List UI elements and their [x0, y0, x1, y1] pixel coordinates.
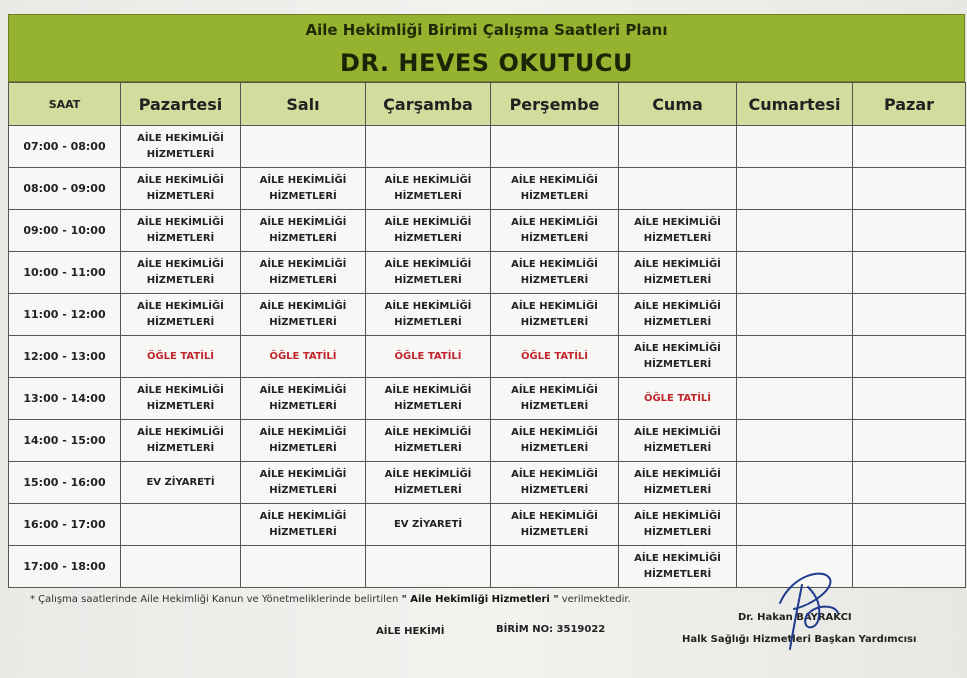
activity-label: AİLE HEKİMLİĞİ HİZMETLERİ [634, 300, 721, 328]
activity-label: AİLE HEKİMLİĞİ HİZMETLERİ [137, 258, 224, 286]
day-header: Perşembe [491, 83, 619, 126]
schedule-cell [737, 420, 853, 462]
schedule-cell [737, 210, 853, 252]
schedule-cell [241, 504, 366, 546]
schedule-cell [491, 252, 619, 294]
activity-label: AİLE HEKİMLİĞİ HİZMETLERİ [259, 468, 347, 496]
schedule-cell [366, 504, 491, 546]
schedule-cell [737, 378, 853, 420]
activity-label: AİLE HEKİMLİĞİ HİZMETLERİ [137, 426, 224, 454]
footnote-prefix: * Çalışma saatlerinde Aile Hekimliği Kanun ve Yönetmeliklerinde belirtilen [30, 594, 399, 605]
activity-label: AİLE HEKİMLİĞİ HİZMETLERİ [634, 426, 721, 454]
activity-label: AİLE HEKİMLİĞİ HİZMETLERİ [259, 216, 347, 244]
activity-label: AİLE HEKİMLİĞİ HİZMETLERİ [384, 300, 472, 328]
activity-label: AİLE HEKİMLİĞİ HİZMETLERİ [511, 174, 598, 202]
activity-label: AİLE HEKİMLİĞİ HİZMETLERİ [511, 510, 598, 538]
activity-label: AİLE HEKİMLİĞİ HİZMETLERİ [511, 300, 598, 328]
time-column-header: SAAT [9, 83, 121, 126]
schedule-cell [853, 504, 966, 546]
activity-label: AİLE HEKİMLİĞİ HİZMETLERİ [137, 300, 224, 328]
activity-label: AİLE HEKİMLİĞİ HİZMETLERİ [384, 174, 472, 202]
schedule-cell [737, 462, 853, 504]
activity-label: AİLE HEKİMLİĞİ HİZMETLERİ [634, 552, 721, 580]
schedule-cell [737, 294, 853, 336]
day-header: Cuma [619, 83, 737, 126]
schedule-cell [619, 168, 737, 210]
activity-label: AİLE HEKİMLİĞİ HİZMETLERİ [259, 258, 347, 286]
day-header: Pazartesi [121, 83, 241, 126]
schedule-row [9, 336, 966, 378]
activity-label: ÖĞLE TATİLİ [520, 350, 589, 362]
activity-label: AİLE HEKİMLİĞİ HİZMETLERİ [511, 468, 598, 496]
schedule-cell [121, 378, 241, 420]
schedule-cell [853, 252, 966, 294]
schedule-cell [366, 546, 491, 588]
schedule-row [9, 504, 966, 546]
schedule-row [9, 126, 966, 168]
schedule-row [9, 168, 966, 210]
day-header: Cumartesi [737, 83, 853, 126]
activity-label: AİLE HEKİMLİĞİ HİZMETLERİ [137, 132, 224, 160]
footnote-suffix: verilmektedir. [561, 594, 631, 605]
time-slot: 13:00 - 14:00 [9, 378, 121, 420]
schedule-cell [241, 210, 366, 252]
activity-label: AİLE HEKİMLİĞİ HİZMETLERİ [634, 216, 721, 244]
activity-label: AİLE HEKİMLİĞİ HİZMETLERİ [384, 216, 472, 244]
signer-title: Halk Sağlığı Hizmetleri Başkan Yardımcısı [682, 634, 917, 645]
schedule-cell [366, 378, 491, 420]
schedule-cell [366, 210, 491, 252]
schedule-cell [366, 336, 491, 378]
family-doctor-label: AİLE HEKİMİ [376, 626, 445, 637]
activity-label: AİLE HEKİMLİĞİ HİZMETLERİ [634, 510, 721, 538]
schedule-cell [853, 336, 966, 378]
schedule-row [9, 420, 966, 462]
schedule-cell [619, 378, 737, 420]
activity-label: ÖĞLE TATİLİ [146, 350, 215, 362]
activity-label: EV ZİYARETİ [393, 518, 463, 530]
schedule-cell [241, 546, 366, 588]
schedule-cell [737, 504, 853, 546]
unit-number: BİRİM NO: 3519022 [496, 624, 606, 635]
schedule-cell [366, 294, 491, 336]
day-header: Salı [241, 83, 366, 126]
time-slot: 15:00 - 16:00 [9, 462, 121, 504]
time-slot: 11:00 - 12:00 [9, 294, 121, 336]
footnote [30, 594, 631, 605]
time-slot: 17:00 - 18:00 [9, 546, 121, 588]
schedule-cell [619, 252, 737, 294]
doctor-name: DR. HEVES OKUTUCU [340, 49, 633, 77]
schedule-cell [853, 420, 966, 462]
schedule-cell [619, 294, 737, 336]
schedule-cell [491, 378, 619, 420]
schedule-cell [853, 378, 966, 420]
schedule-cell [737, 168, 853, 210]
time-slot: 14:00 - 15:00 [9, 420, 121, 462]
schedule-row [9, 294, 966, 336]
schedule-row [9, 210, 966, 252]
activity-label: AİLE HEKİMLİĞİ HİZMETLERİ [384, 384, 472, 412]
activity-label: AİLE HEKİMLİĞİ HİZMETLERİ [634, 468, 721, 496]
schedule-cell [619, 504, 737, 546]
schedule-cell [491, 126, 619, 168]
footnote-highlight: " Aile Hekimliği Hizmetleri " [401, 594, 559, 605]
activity-label: ÖĞLE TATİLİ [643, 392, 712, 404]
schedule-cell [241, 168, 366, 210]
activity-label: AİLE HEKİMLİĞİ HİZMETLERİ [259, 174, 347, 202]
schedule-cell [241, 378, 366, 420]
schedule-cell [121, 546, 241, 588]
schedule-cell [121, 420, 241, 462]
schedule-cell [121, 462, 241, 504]
schedule-cell [366, 126, 491, 168]
schedule-cell [121, 168, 241, 210]
schedule-cell [366, 462, 491, 504]
schedule-cell [853, 126, 966, 168]
schedule-cell [619, 126, 737, 168]
signer-name: Dr. Hakan BAYRAKCI [738, 612, 852, 623]
schedule-cell [853, 168, 966, 210]
activity-label: ÖĞLE TATİLİ [394, 350, 462, 362]
activity-label: AİLE HEKİMLİĞİ HİZMETLERİ [137, 384, 224, 412]
activity-label: ÖĞLE TATİLİ [269, 350, 337, 362]
schedule-cell [121, 336, 241, 378]
schedule-cell [366, 252, 491, 294]
time-slot: 16:00 - 17:00 [9, 504, 121, 546]
schedule-cell [121, 126, 241, 168]
schedule-cell [853, 210, 966, 252]
activity-label: AİLE HEKİMLİĞİ HİZMETLERİ [384, 426, 472, 454]
schedule-cell [121, 294, 241, 336]
activity-label: AİLE HEKİMLİĞİ HİZMETLERİ [634, 342, 721, 370]
activity-label: AİLE HEKİMLİĞİ HİZMETLERİ [384, 258, 472, 286]
schedule-cell [121, 504, 241, 546]
time-slot: 12:00 - 13:00 [9, 336, 121, 378]
activity-label: AİLE HEKİMLİĞİ HİZMETLERİ [259, 426, 347, 454]
activity-label: AİLE HEKİMLİĞİ HİZMETLERİ [259, 384, 347, 412]
day-header: Çarşamba [366, 83, 491, 126]
schedule-cell [491, 336, 619, 378]
schedule-cell [491, 420, 619, 462]
activity-label: AİLE HEKİMLİĞİ HİZMETLERİ [259, 510, 347, 538]
schedule-cell [619, 462, 737, 504]
schedule-cell [619, 336, 737, 378]
time-slot: 09:00 - 10:00 [9, 210, 121, 252]
time-slot: 10:00 - 11:00 [9, 252, 121, 294]
activity-label: AİLE HEKİMLİĞİ HİZMETLERİ [634, 258, 721, 286]
activity-label: AİLE HEKİMLİĞİ HİZMETLERİ [259, 300, 347, 328]
activity-label: AİLE HEKİMLİĞİ HİZMETLERİ [511, 384, 598, 412]
schedule-row [9, 252, 966, 294]
schedule-cell [366, 420, 491, 462]
title-banner [8, 14, 965, 82]
activity-label: AİLE HEKİMLİĞİ HİZMETLERİ [137, 174, 224, 202]
schedule-cell [737, 336, 853, 378]
activity-label: AİLE HEKİMLİĞİ HİZMETLERİ [511, 258, 598, 286]
activity-label: AİLE HEKİMLİĞİ HİZMETLERİ [137, 216, 224, 244]
activity-label: AİLE HEKİMLİĞİ HİZMETLERİ [384, 468, 472, 496]
activity-label: AİLE HEKİMLİĞİ HİZMETLERİ [511, 426, 598, 454]
schedule-cell [853, 294, 966, 336]
plan-subtitle: Aile Hekimliği Birimi Çalışma Saatleri Planı [305, 21, 668, 39]
schedule-cell [491, 462, 619, 504]
schedule-cell [241, 294, 366, 336]
schedule-row [9, 378, 966, 420]
time-slot: 08:00 - 09:00 [9, 168, 121, 210]
schedule-cell [491, 504, 619, 546]
schedule-cell [121, 210, 241, 252]
handwritten-signature [772, 565, 842, 655]
schedule-cell [853, 462, 966, 504]
schedule-cell [241, 336, 366, 378]
schedule-cell [121, 252, 241, 294]
schedule-cell [491, 546, 619, 588]
schedule-cell [619, 210, 737, 252]
time-slot: 07:00 - 08:00 [9, 126, 121, 168]
schedule-cell [491, 210, 619, 252]
schedule-cell [737, 252, 853, 294]
schedule-cell [241, 420, 366, 462]
schedule-table [8, 82, 966, 588]
activity-label: AİLE HEKİMLİĞİ HİZMETLERİ [511, 216, 598, 244]
schedule-cell [366, 168, 491, 210]
schedule-cell [241, 252, 366, 294]
schedule-row [9, 462, 966, 504]
schedule-cell [491, 294, 619, 336]
activity-label: EV ZİYARETİ [146, 476, 215, 488]
schedule-cell [853, 546, 966, 588]
schedule-cell [491, 168, 619, 210]
day-header: Pazar [853, 83, 966, 126]
schedule-cell [619, 420, 737, 462]
day-header-row [9, 83, 966, 126]
schedule-cell [737, 126, 853, 168]
schedule-cell [619, 546, 737, 588]
schedule-cell [241, 126, 366, 168]
schedule-cell [241, 462, 366, 504]
